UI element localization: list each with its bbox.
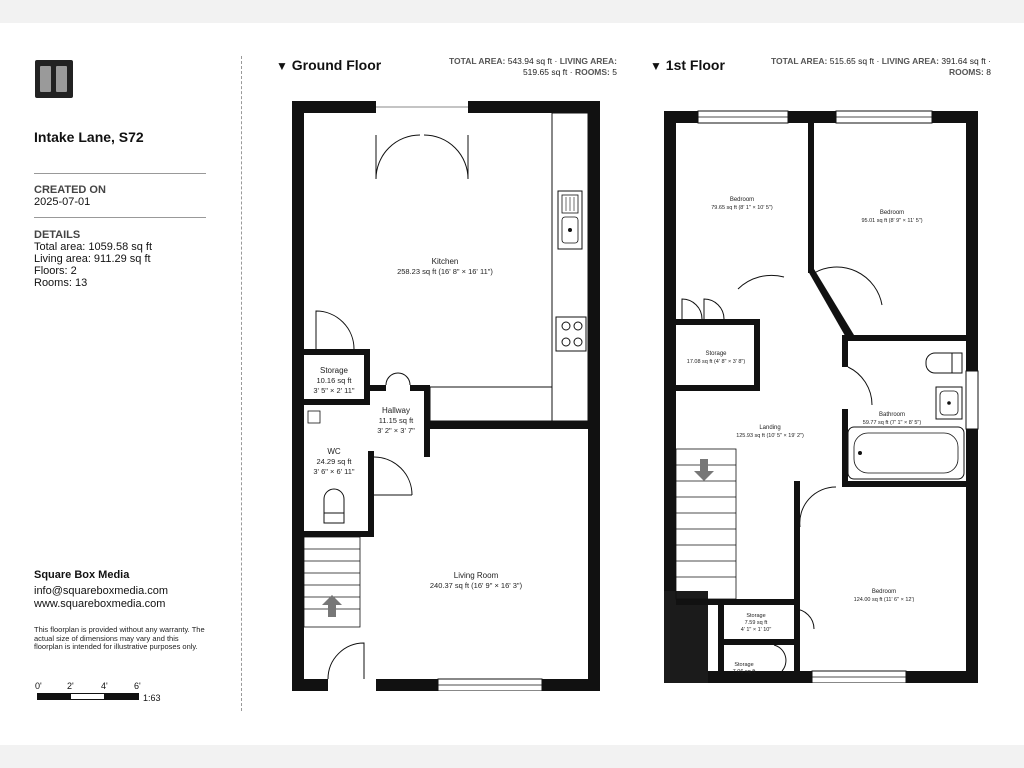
hallway-name: Hallway bbox=[381, 406, 411, 415]
wc-dims: 3' 6" × 6' 11" bbox=[313, 467, 355, 476]
scale-tick-4: 4' bbox=[101, 681, 108, 691]
bathroom-name: Bathroom bbox=[878, 412, 906, 418]
divider bbox=[34, 217, 206, 218]
landing-name: Landing bbox=[759, 425, 781, 431]
storage-dims: 3' 5" × 2' 11" bbox=[313, 386, 355, 395]
wc-area: 24.29 sq ft bbox=[316, 457, 352, 466]
company-name: Square Box Media bbox=[34, 569, 130, 581]
created-label: CREATED ON bbox=[34, 184, 106, 196]
first-floor-stats: TOTAL AREA: 515.65 sq ft · LIVING AREA: 391.64 sq ft · ROOMS: 8 bbox=[770, 56, 991, 77]
ground-floor-title: Ground Floor bbox=[291, 57, 382, 73]
kitchen-name: Kitchen bbox=[431, 257, 459, 266]
storage2-dims: 4' 1" × 1' 10" bbox=[740, 627, 772, 633]
storage1-name: Storage bbox=[705, 351, 727, 357]
details-total-area: Total area: 1059.58 sq ft bbox=[34, 241, 153, 253]
details-living-area: Living area: 911.29 sq ft bbox=[34, 253, 151, 265]
storage-area: 10.16 sq ft bbox=[316, 376, 352, 385]
panel-divider bbox=[241, 56, 242, 711]
details-label: DETAILS bbox=[34, 229, 81, 241]
scale-tick-0: 0' bbox=[35, 681, 42, 691]
property-address: Intake Lane, S72 bbox=[34, 129, 144, 145]
created-date: 2025-07-01 bbox=[34, 196, 91, 208]
divider bbox=[34, 173, 206, 174]
storage2-name: Storage bbox=[746, 613, 766, 619]
bedroom3-name: Bedroom bbox=[871, 589, 897, 595]
first-floor-plan bbox=[662, 109, 980, 683]
storage1-area: 17.08 sq ft (4' 8" × 3' 8") bbox=[686, 359, 746, 365]
ground-floor-stats: TOTAL AREA: 543.94 sq ft · LIVING AREA: 519.65 sq ft · ROOMS: 5 bbox=[448, 56, 617, 77]
collapse-triangle-icon[interactable]: ▼ bbox=[276, 59, 288, 73]
company-website[interactable]: www.squareboxmedia.com bbox=[34, 598, 166, 610]
brand-logo-icon bbox=[35, 60, 73, 98]
living-room-name: Living Room bbox=[453, 571, 499, 580]
storage2-area: 7.59 sq ft bbox=[744, 620, 768, 626]
storage-name: Storage bbox=[319, 366, 349, 375]
landing-area: 125.93 sq ft (10' 5" × 19' 2") bbox=[736, 433, 804, 439]
first-floor-header bbox=[650, 57, 725, 73]
bedroom1-area: 79.65 sq ft (8' 1" × 10' 5") bbox=[711, 205, 773, 211]
kitchen-area: 258.23 sq ft (16' 8" × 16' 11") bbox=[397, 267, 493, 276]
bedroom1-name: Bedroom bbox=[729, 197, 755, 203]
collapse-triangle-icon[interactable]: ▼ bbox=[650, 59, 662, 73]
bedroom2-area: 95.01 sq ft (8' 9" × 11' 5") bbox=[861, 218, 923, 224]
scale-tick-2: 2' bbox=[67, 681, 74, 691]
living-room-area: 240.37 sq ft (16' 9" × 16' 3") bbox=[429, 581, 523, 590]
scale-ratio: 1:63 bbox=[143, 693, 161, 703]
storage3-name: Storage bbox=[734, 662, 754, 668]
company-email[interactable]: info@squareboxmedia.com bbox=[34, 585, 169, 597]
bedroom3-area: 124.00 sq ft (11' 6" × 12') bbox=[853, 597, 915, 603]
storage3-area: 7.06 sq ft bbox=[732, 669, 756, 675]
details-floors: Floors: 2 bbox=[34, 265, 77, 277]
company-contact bbox=[34, 585, 168, 611]
disclaimer: This floorplan is provided without any warranty. The actual size of dimensions may vary and this floorplan is intended for illustrative purposes only. bbox=[34, 625, 205, 651]
ground-floor-header bbox=[276, 57, 381, 73]
details-rooms: Rooms: 13 bbox=[34, 277, 88, 289]
floorplan-sheet bbox=[0, 23, 1024, 745]
wc-name: WC bbox=[327, 447, 341, 456]
ground-floor-plan bbox=[290, 99, 602, 691]
first-floor-title: 1st Floor bbox=[665, 57, 725, 73]
hallway-area: 11.15 sq ft bbox=[378, 416, 414, 425]
scale-bar bbox=[37, 693, 139, 700]
scale-tick-6: 6' bbox=[134, 681, 141, 691]
bedroom2-name: Bedroom bbox=[879, 210, 905, 216]
bathroom-area: 59.77 sq ft (7' 1" × 8' 5") bbox=[862, 420, 922, 426]
hallway-dims: 3' 2" × 3' 7" bbox=[377, 426, 415, 435]
